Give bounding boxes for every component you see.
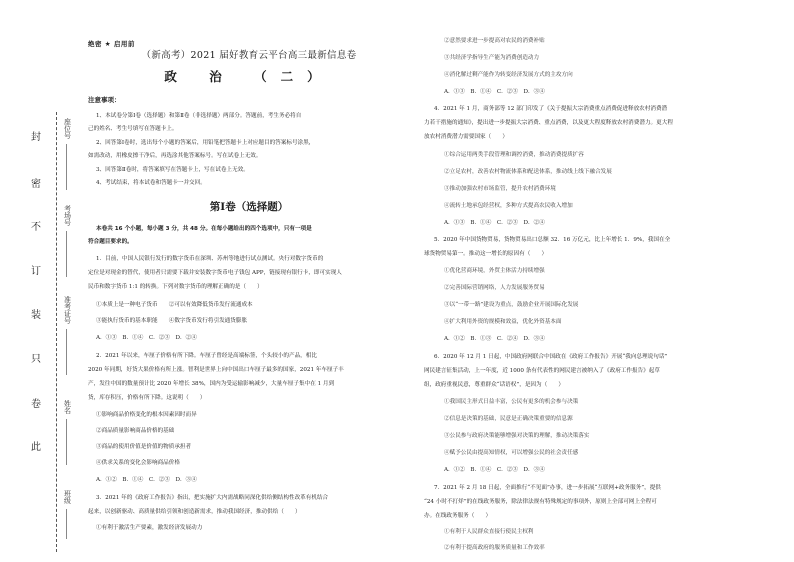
question-3-option: ③共经济学指导生产能为消费创造动力	[444, 55, 540, 61]
question-6-option: ①我国民主形式日益丰富，公民有更多的机会参与决策	[444, 399, 579, 405]
question-4-option: ①综合运用两类手段管理和调控消费，推动消费提质扩容	[444, 152, 584, 158]
admission-number-field[interactable]	[60, 296, 74, 375]
seal-char: 只	[31, 354, 41, 365]
question-2-line: 2020 年同期，好货大果价格有所上涨。智利是世界上向中国出口车厘子最多的国家，2021 年车厘子丰	[88, 367, 344, 373]
seal-char: 封	[31, 132, 41, 143]
question-5-option: ①优化营商环境，外贸主体活力持续增强	[444, 268, 545, 274]
question-6-option: ④赋予公民由提高知情权，可以增强公民的社会责任感	[444, 450, 579, 456]
notice-heading: 注意事项：	[88, 96, 121, 104]
seat-number-field[interactable]	[60, 118, 74, 190]
seal-char: 此	[31, 442, 41, 453]
volume-title: 第Ⅰ卷（选择题）	[209, 201, 289, 213]
subject-title: 政 治 （二）	[164, 69, 334, 84]
class-field[interactable]	[60, 490, 74, 539]
question-3-line: 起来，以创新驱动、高质量供给引领和创造新需求，推动我国经济，推动供给（ ）	[88, 509, 301, 515]
field-label: 座位号	[63, 118, 72, 139]
question-5-option: ④扩大利用外资的规模和效益，优化外资基本面	[444, 319, 562, 325]
field-label: 班级	[63, 490, 72, 504]
question-3-option: ①有利于激活生产要素，激发经济发展动力	[96, 525, 203, 531]
volume-instruction: 符合题目要求的。	[88, 239, 133, 245]
question-6-option: ②信息是决策的基础，民意是正确决策重要的信息源	[444, 416, 573, 422]
notice-line: 4、考试结束，将本试卷和答题卡一并交回。	[96, 180, 206, 186]
question-4-line: 4．2021 年 1 月，商务部等 12 部门印发了《关于提振大宗消费重点消费促进释放农村消费潜	[434, 106, 668, 112]
question-2-line: 产，发往中国的数量预计比 2020 年增长 38%，国内为受运输影响减少，大量车厘子集中在 1 月到	[88, 381, 335, 387]
question-6-answers: A．①② B．①④ C．②③ D．③④	[444, 467, 545, 473]
question-4-line: 力若干措施的通知》，提出进一步提振大宗消费、重点消费，以及更大程度释放农村消费潜力。更大程	[424, 120, 673, 126]
question-6-line: 网民建言征集活动，上一年度，近 1000 条有代表性的网民建言被纳入了《政府工作报告》起草	[424, 368, 660, 374]
seal-char: 装	[31, 310, 41, 321]
notice-line: 2、回答第Ⅰ卷时，选出每个小题的答案后，用铅笔把答题卡上对应题目的答案标号涂黑，	[96, 140, 315, 146]
notice-line: 1、本试卷分第Ⅰ卷（选择题）和第Ⅱ卷（非选择题）两部分。答题前，考生务必将自	[96, 113, 302, 119]
field-label: 姓名	[63, 400, 72, 414]
question-1-line: 民币和数字货币 1:1 的转换。下列对数字货币的理解正确的是（ ）	[88, 284, 263, 290]
question-2-option: ③商品的使用价值是价值的物质承担者	[96, 444, 192, 450]
notice-line: 3、回答第Ⅱ卷时，将答案填写在答题卡上，写在试卷上无效。	[96, 167, 249, 173]
question-5-answers: A．①② B．①③ C．②④ D．③④	[444, 336, 545, 342]
question-6-line: 组，政府重视民意，尊重群众“话语权”，是因为（ ）	[424, 382, 564, 388]
exam-title: （新高考）2021 届好教育云平台高三最新信息卷	[141, 50, 357, 61]
question-7-line: 7．2021 年 2 月 18 日起，全面推行“不见面”办事，进一步拓展“互联网+政务服务”，提供	[434, 485, 661, 491]
exam-room-field[interactable]	[60, 205, 74, 277]
question-1-answers: A．①③ B．①④ C．②③ D．②④	[96, 335, 197, 341]
field-label: 准考证号	[63, 296, 72, 324]
question-6-option: ③公民参与政府决策能够增强对决策的理解，推动决策落实	[444, 433, 590, 439]
binding-strip	[0, 0, 82, 562]
question-2-option: ④供求关系的变化会影响商品价格	[96, 460, 180, 466]
question-3-option: ②意然要求进一步提高对农民的消费补贴	[444, 38, 545, 44]
question-1-line: 1．目前，中国人民银行发行的数字货币在深圳、苏州等地进行试点测试。央行对数字货币的	[96, 256, 324, 262]
notice-line: 如需改动，用橡皮擦干净后，再选涂其他答案标号。写在试卷上无效。	[88, 153, 262, 159]
question-1-line: 定位是对现金的替代，使用者只需要下载并安装数字货币电子钱包 APP，链接现有银行卡，即可实现人	[88, 270, 342, 276]
question-1-option: ①本质上是一种电子货币 ②可以有效降低货币发行流通成本	[96, 302, 253, 308]
question-7-option: ①有利于人民群众直接行使民主权利	[444, 529, 534, 535]
notice-line: 己的姓名、考生号填写在答题卡上。	[88, 126, 178, 132]
question-3-line: 3．2021 年的《政府工作报告》指出，把实施扩大内需战略同深化供给侧结构性改革有机结合	[96, 495, 329, 501]
question-4-line: 放农村消费潜力需要国家（ ）	[424, 134, 508, 140]
question-7-line: 办。在线政务服务（ ）	[424, 513, 492, 519]
volume-instruction: 本卷共 16 个小题，每小题 3 分，共 48 分。在每小题给出的四个选项中，只有一项是	[96, 226, 312, 232]
question-2-line: 货，库存积压，价格有所下降。这说明（ ）	[88, 395, 206, 401]
question-2-option: ②商品质量影响商品价格的基础	[96, 428, 175, 434]
question-5-option: ③以“一带一路”建设为重点，鼓励企业开展国际化发展	[444, 302, 579, 308]
question-4-option: ②立足农村，改善农村物流体系和配送体系，推动线上线下融合发展	[444, 169, 612, 175]
question-5-line: 5．2020 年中国货物贸易，货物贸易出口总额 32．16 万亿元，比上年增长 1．9%，我国在全	[434, 237, 671, 243]
question-3-answers: A．①③ B．①④ C．②③ D．③④	[444, 89, 545, 95]
field-label: 考场号	[63, 205, 72, 226]
secret-mark: 绝密 ★ 启用前	[88, 40, 135, 48]
question-5-option: ②完善国际营销网络，人力发展服务贸易	[444, 285, 545, 291]
question-4-answers: A．①③ B．①④ C．②③ D．②④	[444, 220, 545, 226]
question-3-option: ④消化解过剩产能作为转变经济发展方式的主攻方向	[444, 72, 573, 78]
name-field[interactable]	[60, 400, 74, 465]
question-7-line: “24 小时不打烊”的在线政务服务，除法律法规有特殊规定的事项外，原则上全部可网上全程可	[424, 499, 657, 505]
seal-char: 密	[31, 179, 41, 190]
question-5-line: 球货物贸易第一。推动这一增长的原因有（ ）	[424, 251, 548, 257]
question-2-answers: A．①② B．①④ C．②③ D．③④	[96, 477, 197, 483]
question-2-option: ①影响商品价格变化的根本因素因时而异	[96, 412, 197, 418]
question-4-option: ③推动加强农村市场监管，提升农村消费环境	[444, 186, 556, 192]
seal-char: 卷	[31, 399, 41, 410]
question-4-option: ④流转土地承包经营权，多种方式提高农民收入增加	[444, 203, 573, 209]
question-6-line: 6．2020 年 12 月 1 日起，中国政府网联合中国政在《政府工作报告》开展“我向总理说句话”	[434, 354, 668, 360]
question-7-option: ②有利于提高政府的服务质量和工作效率	[444, 545, 545, 551]
seal-char: 不	[31, 222, 41, 233]
question-2-line: 2．2021 年以来，车厘子价格有所下降。车厘子曾经是高端标签，个头较小的产品，相比	[96, 353, 317, 359]
seal-dashed-line	[56, 112, 57, 552]
seal-char: 订	[31, 266, 41, 277]
question-1-option: ③能执行货币的基本职能 ④数字货币发行将引发通货膨胀	[96, 318, 248, 324]
